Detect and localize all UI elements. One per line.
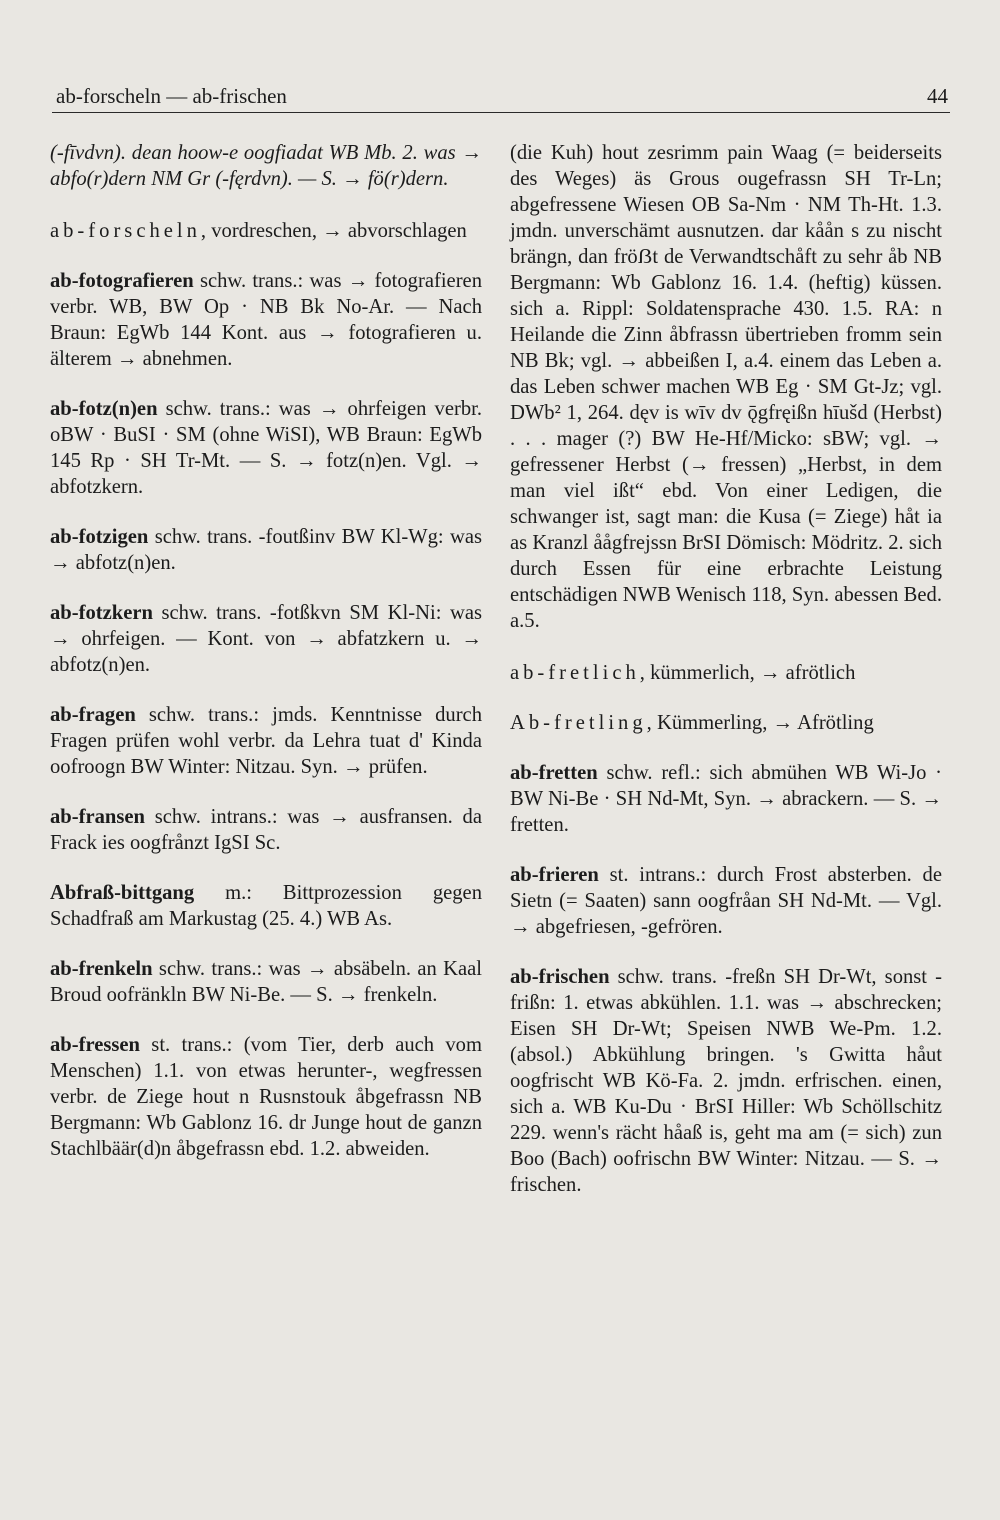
entry-text: (die Kuh) hout zesrimm pain Waag (= beiderseits des Weges) äs Grous ougefrassn SH Tr-Ln; abgefressene Wiesen OB Sa-Nm · NM Th-Ht. 1.3. jmdn. unverschämt ausnutzen. dar kåån s zu nischt brängn, dan fröẞt de Verwandtschåft zu sehr åb NB Bergmann: Wb Gablonz 16. 1.4. (heftig) küssen. sich a. Rippl: Soldatensprache 430. 1.5. RA: n Heilande die Zinn åbfrassn übertrieben fromm sein NB Bk; vgl. → abbeißen I, a.4. einem das Leben a. das Leben schwer machen WB Eg · SM Gt-Jz; vgl. DWb² 1, 264. dęv is wīv dv ǭgfręißn hīušd (Herbst) . . . mager (?) BW He-Hf/Micko: sBW; vgl. → gefressener Herbst (→ fressen) „Herbst, in dem man viel ißt“ ebd. Von einer Ledigen, die schwanger ist, sagt man: die Kusa (= Ziege) håt ia as Kranzl åågfrejssn BrSI Dömisch: Mödritz. 2. sich durch Essen für eine erbrachte Leistung entschädigen NWB Wenisch 118, Syn. abessen Bed. a.5.: [510, 142, 942, 632]
dictionary-entry: [50, 880, 482, 932]
entry-text: schw. trans.: jmds. Kenntnisse durch Fragen prüfen wohl verbr. da Lehra tuat d' Kinda oofroogn BW Winter: Nitzau. Syn. → prüfen.: [50, 704, 482, 778]
dictionary-entry: [510, 660, 942, 686]
dictionary-entry: [50, 396, 482, 500]
entry-headword: ab-frenkeln: [50, 958, 153, 980]
entry-text: st. intrans.: durch Frost absterben. de Sietn (= Saaten) sann oogfråan SH Nd-Mt. — Vgl. → abgefriesen, -gefrören.: [510, 864, 942, 938]
dictionary-entry: [50, 702, 482, 780]
entry-text: st. trans.: (vom Tier, derb auch vom Menschen) 1.1. von etwas herunter-, wegfressen verbr. de Ziege hout n Rusnstouk åbgefrassn NB Bergmann: Wb Gablonz 16. dr Junge hout de ganzn Stachlbäär(d)n åbgefrassn ebd. 1.2. abweiden.: [50, 1034, 482, 1160]
entry-text: , vordreschen, → abvorschlagen: [200, 220, 467, 242]
entry-text: , Kümmerling, → Afrötling: [646, 712, 874, 734]
entry-headword: Abfraß-bittgang: [50, 882, 195, 904]
entry-text: (-fīvdvn). dean hoow-e oogfiadat WB Mb. 2. was → abfo(r)dern NM Gr (-fęrdvn). — S. → fö(r)dern.: [50, 142, 482, 190]
entry-headword: ab-frieren: [510, 864, 599, 886]
entry-headword: ab-frischen: [510, 966, 610, 988]
entry-headword: ab-fotz(n)en: [50, 398, 158, 420]
entry-text: schw. intrans.: was → ausfransen. da Frack ies oogfrånzt IgSI Sc.: [50, 806, 482, 854]
dictionary-entry: [510, 964, 942, 1198]
entry-text: schw. trans. -freßn SH Dr-Wt, sonst -frißn: 1. etwas abkühlen. 1.1. was → abschrecken; Eisen SH Dr-Wt; Speisen NWB We-Pm. 1.2. (absol.) Abkühlung bringen. 's Gwitta håut oogfrischt WB Kö-Fa. 2. jmdn. erfrischen. einen, sich a. WB Ku-Du · BrSI Hiller: Wb Schöllschitz 229. wenn's rächt håaß is, geht ma am (= sich) zun Boo (Bach) oofrischn BW Winter: Nitzau. — S. → frischen.: [510, 966, 942, 1196]
page-number: 44: [927, 84, 948, 108]
entry-headword: ab-forscheln: [50, 220, 201, 242]
dictionary-entry: [50, 956, 482, 1008]
dictionary-entry: [50, 524, 482, 576]
entry-text: schw. refl.: sich abmühen WB Wi-Jo · BW Ni-Be · SH Nd-Mt, Syn. → abrackern. — S. → fretten.: [510, 762, 942, 836]
entry-text: schw. trans.: was → fotografieren verbr. WB, BW Op · NB Bk No-Ar. — Nach Braun: EgWb 144 Kont. aus → fotografieren u. älterem → abnehmen.: [50, 270, 482, 370]
entry-text: schw. trans. -foutßinv BW Kl-Wg: was → abfotz(n)en.: [50, 526, 482, 574]
entry-text: m.: Bittprozession gegen Schadfraß am Markustag (25. 4.) WB As.: [50, 882, 482, 930]
entry-text: schw. trans.: was → absäbeln. an Kaal Broud oofränkln BW Ni-Be. — S. → frenkeln.: [50, 958, 482, 1006]
entry-headword: Ab-fretling: [510, 712, 647, 734]
entry-headword: ab-fretlich: [510, 662, 640, 684]
dictionary-entry: [510, 760, 942, 838]
running-header: [52, 78, 950, 113]
dictionary-entry: [510, 862, 942, 940]
dictionary-entry: [50, 268, 482, 372]
dictionary-entry: [50, 1032, 482, 1162]
dictionary-entry: [50, 600, 482, 678]
entry-headword: ab-fotografieren: [50, 270, 194, 292]
entry-headword: ab-fretten: [510, 762, 598, 784]
entry-headword: ab-fotzkern: [50, 602, 153, 624]
dictionary-entry: [510, 140, 942, 634]
entry-headword: ab-fotzigen: [50, 526, 149, 548]
dictionary-entry: [50, 218, 482, 244]
entry-headword: ab-fressen: [50, 1034, 140, 1056]
left-column: [50, 140, 482, 1186]
entry-text: , kümmerlich, → afrötlich: [639, 662, 856, 684]
running-title: ab-forscheln — ab-frischen: [56, 84, 287, 108]
entry-headword: ab-fransen: [50, 806, 145, 828]
dictionary-entry: [510, 710, 942, 736]
dictionary-entry: [50, 804, 482, 856]
right-column: [510, 140, 942, 1222]
entry-headword: ab-fragen: [50, 704, 136, 726]
dictionary-entry: [50, 140, 482, 192]
entry-text: schw. trans.: was → ohrfeigen verbr. oBW · BuSI · SM (ohne WiSI), WB Braun: EgWb 145 Rp · SH Tr-Mt. — S. → fotz(n)en. Vgl. → abfotzkern.: [50, 398, 482, 498]
entry-text: schw. trans. -fotßkvn SM Kl-Ni: was → ohrfeigen. — Kont. von → abfatzkern u. → abfotz(n)en.: [50, 602, 482, 676]
